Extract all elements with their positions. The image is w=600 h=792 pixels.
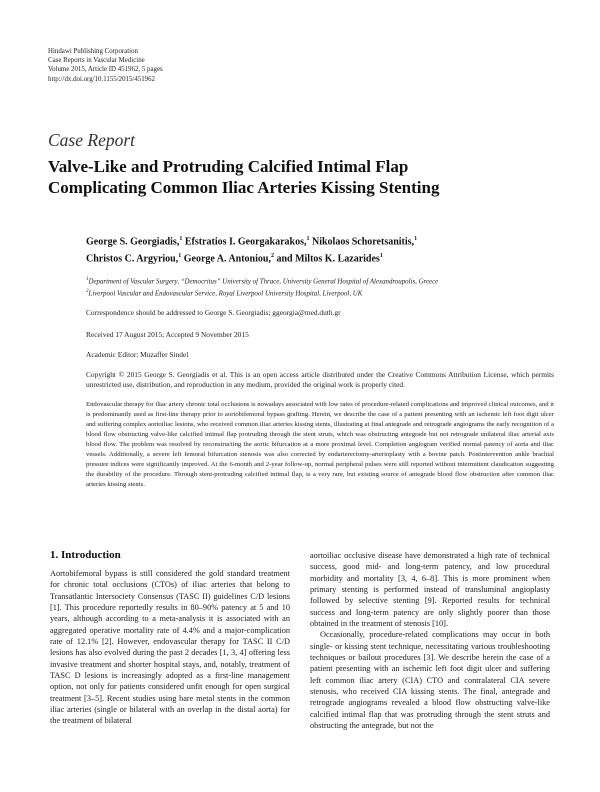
left-column — [50, 548, 290, 727]
affiliation-text: Liverpool Vascular and Endovascular Service, Royal Liverpool University Hospital, Liverpool, UK — [88, 290, 363, 298]
author-affiliation-mark: 1 — [414, 236, 418, 242]
affiliations — [86, 275, 554, 300]
section-heading: 1. Introduction — [50, 549, 121, 561]
author-name: and Miltos K. Lazarides — [276, 253, 380, 265]
author-affiliation-mark: 1 — [306, 236, 310, 242]
body-paragraph: Occasionally, procedure-related complications may occur in both single- or kissing stent technique, necessitating various troubleshooting techniques or bailout procedures [3]. We describe herein the case of a patient presenting with an ischemic left foot digit ulcer and suffering left common iliac artery (CIA) CTO and contralateral CIA severe stenosis, who received CIA kissing stents. The final, antegrade and retrograde angiograms revealed a blood flow obstructing valve-like calcified intimal flap that was protruding through the stent struts and obstructing the antegrade, but not the — [310, 630, 550, 731]
body-paragraph: Aortobifemoral bypass is still considered the gold standard treatment for chronic total occlusions (CTOs) of iliac arteries that belong to Transatlantic Intersociety Consensus (TASC II) guidelines C/D lesions [1]. This procedure reportedly results in 80–90% patency at 5 and 10 years, although according to a meta-analysis it is associated with an aggregated operative mortality rate of 4.4% and a major-complication rate of 12.1% [2]. However, endovascular therapy for TASC II C/D lesions has also evolved during the past 2 decades [1, 3, 4] offering less invasive treatment and shorter hospital stays, and, notably, treatment of TASC D lesions is increasingly adopted as a first-line management option, not only for patients considered unfit enough for open surgical treatment [3–5]. Recent studies using bare metal stents in the common iliac arteries (single or bilateral with an overlap in the distal aorta) for the treatment of bilateral — [50, 569, 290, 726]
affiliation-number: 1 — [86, 276, 89, 282]
copyright-notice: Copyright © 2015 George S. Georgiadis et al. This is an open access article distributed under the Creative Commons Attribution License, which permits unrestricted use, distribution, and reproduction in any medium, provided the original work is properly cited. — [86, 370, 554, 390]
title-line-1: Valve-Like and Protruding Calcified Intimal Flap — [48, 157, 409, 176]
author-affiliation-mark: 1 — [379, 253, 383, 260]
received-accepted-dates: Received 17 August 2015; Accepted 9 November 2015 — [86, 330, 249, 340]
academic-editor: Academic Editor: Muzaffer Sindel — [86, 350, 189, 360]
volume-info: Volume 2015, Article ID 451962, 5 pages — [48, 66, 163, 74]
author-line-1 — [86, 232, 554, 249]
author-name: Christos C. Argyriou, — [86, 253, 179, 265]
author-affiliation-mark: 1 — [178, 253, 182, 260]
article-title — [48, 156, 568, 198]
title-line-2: Complicating Common Iliac Arteries Kissing Stenting — [48, 178, 440, 197]
right-column — [310, 550, 550, 732]
author-line-2 — [86, 249, 554, 266]
author-list — [86, 232, 554, 267]
correspondence: Correspondence should be addressed to George S. Georgiadis; ggeorgia@med.duth.gr — [86, 308, 341, 318]
body-paragraph: aortoiliac occlusive disease have demonstrated a high rate of technical success, good mid- and long-term patency, and low procedural morbidity and mortality [3, 4, 6–8]. This is more prominent when primary stenting is performed instead of transluminal angioplasty followed by selective stenting [9]. Reported results for technical success and long-term patency are only slightly poorer than those obtained in the treatment of stenosis [10]. — [310, 551, 550, 629]
front-matter — [86, 232, 554, 489]
affiliation-item — [86, 275, 554, 287]
article-type: Case Report — [48, 130, 136, 150]
publisher-name: Hindawi Publishing Corporation — [48, 48, 138, 55]
author-name: George S. Georgiadis, — [86, 236, 180, 248]
author-affiliation-mark: 1 — [179, 236, 183, 242]
author-name: Efstratios I. Georgakarakos, — [184, 236, 307, 248]
affiliation-number: 2 — [86, 288, 89, 294]
affiliation-item — [86, 287, 554, 299]
abstract: Endovascular therapy for iliac artery chronic total occlusions is nowadays associated with low rates of procedure-related complications and improved clinical outcomes, and it is predominantly used as first-line therapy prior to aortobifemoral bypass grafting. Herein, we describe the case of a patient presenting with an ischemic left foot digit ulcer and suffering complex aortoiliac lesions, who received common iliac arteries kissing stents, illustrating at final antegrade and retrograde angiograms the early recognition of a blood flow obstructing valve-like calcified intimal flap protruding through the stent struts, which was obstructing antegrade but not retrograde unilateral iliac arterial axis blood flow. The problem was resolved by reconstructing the aortic bifurcation at a more proximal level. Completion angiogram verified normal patency of aorta and iliac vessels. Additionally, a severe left femoral bifurcation stenosis was also corrected by endarterectomy-arterioplasty with a bovine patch. Postintervention ankle brachial pressure indices were significantly improved. At the 6-month and 2-year follow-up, normal peripheral pulses were still reported without intermittent claudication suggesting the durability of the procedure. Through stent-protruding calcified intimal flap, is a very rare, but existing source of antegrade blood flow obstruction after common iliac arteries kissing stents. — [86, 401, 554, 488]
publisher-info — [48, 47, 348, 84]
affiliation-text: Department of Vascular Surgery, “Democritus” University of Thrace, University General Hospital of Alexandroupolis, Greece — [88, 277, 439, 285]
author-affiliation-mark: 2 — [270, 253, 274, 260]
author-name: Nikolaos Schoretsanitis, — [312, 236, 415, 248]
author-name: George A. Antoniou, — [183, 253, 271, 265]
doi-link[interactable]: http://dx.doi.org/10.1155/2015/451962 — [48, 75, 155, 83]
journal-name: Case Reports in Vascular Medicine — [48, 57, 145, 65]
